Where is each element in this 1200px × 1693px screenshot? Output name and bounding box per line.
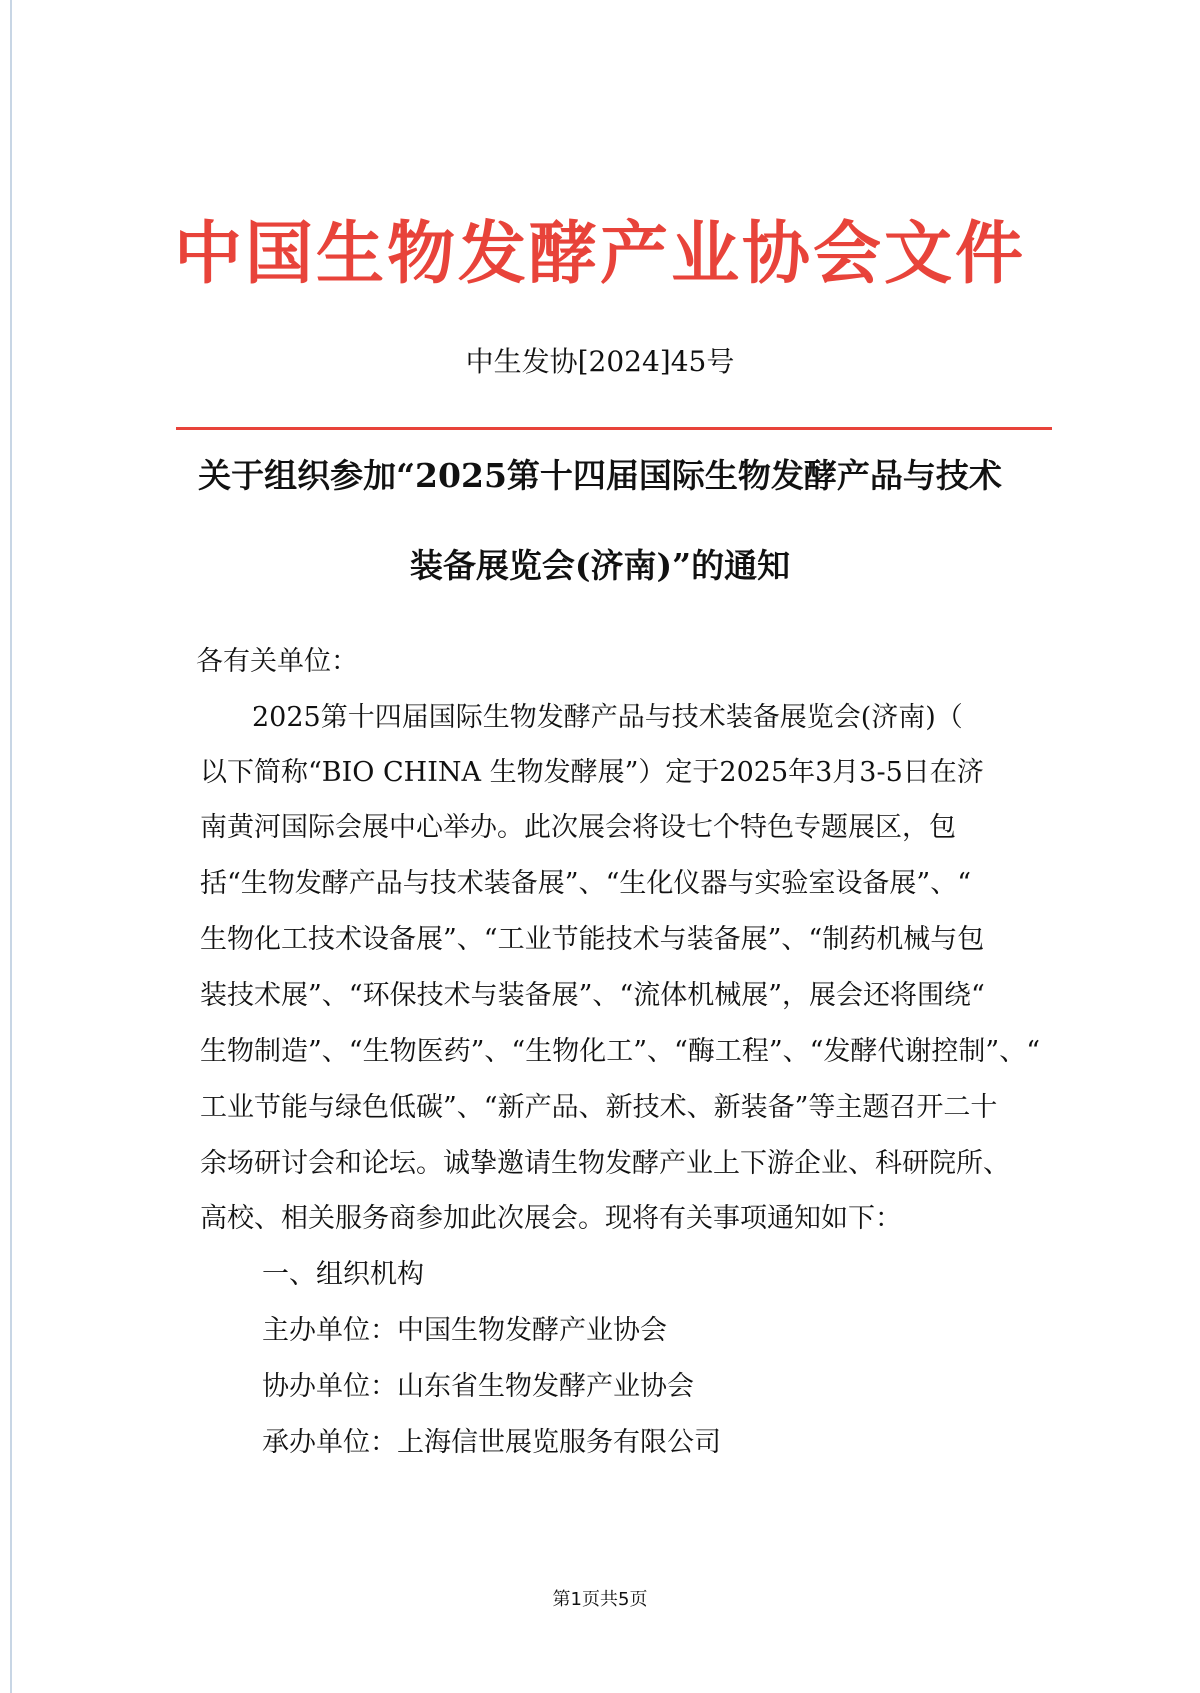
paragraph-line: 生物制造”、“生物医药”、“生物化工”、“酶工程”、“发酵代谢控制”、“ — [200, 1036, 1041, 1067]
page-indicator: 第1页共5页 — [552, 1589, 648, 1610]
organizer-line: 协办单位：山东省生物发酵产业协会 — [262, 1371, 694, 1402]
paragraph-line: 南黄河国际会展中心举办。此次展会将设七个特色专题展区，包 — [200, 812, 956, 843]
document-number: 中生发协[2024]45号 — [465, 345, 735, 378]
org-document-title: 中国生物发酵产业协会文件 — [173, 214, 1026, 294]
organizer-line: 承办单位：上海信世展览服务有限公司 — [262, 1427, 721, 1458]
paragraph-line: 工业节能与绿色低碳”、“新产品、新技术、新装备”等主题召开二十 — [200, 1092, 998, 1123]
paragraph-line: 以下简称“BIO CHINA 生物发酵展”）定于2025年3月3-5日在济 — [200, 757, 984, 788]
salutation: 各有关单位： — [196, 646, 358, 677]
paragraph-line: 括“生物发酵产品与技术装备展”、“生化仪器与实验室设备展”、“ — [200, 868, 972, 899]
organizer-line: 主办单位：中国生物发酵产业协会 — [262, 1315, 667, 1346]
paragraph-line: 余场研讨会和论坛。诚挚邀请生物发酵产业上下游企业、科研院所、 — [200, 1148, 1010, 1179]
notice-title-line-1: 关于组织参加“2025第十四届国际生物发酵产品与技术 — [198, 456, 1002, 495]
paragraph-line: 装技术展”、“环保技术与装备展”、“流体机械展”，展会还将围绕“ — [200, 980, 985, 1011]
notice-title-line-2: 装备展览会(济南)”的通知 — [409, 546, 791, 585]
paragraph-line: 2025第十四届国际生物发酵产品与技术装备展览会(济南)（ — [252, 702, 963, 733]
paragraph-line: 高校、相关服务商参加此次展会。现将有关事项通知如下： — [200, 1203, 902, 1234]
paragraph-line: 生物化工技术设备展”、“工业节能技术与装备展”、“制药机械与包 — [200, 924, 985, 955]
red-divider — [176, 427, 1052, 430]
section-heading: 一、组织机构 — [262, 1259, 424, 1290]
